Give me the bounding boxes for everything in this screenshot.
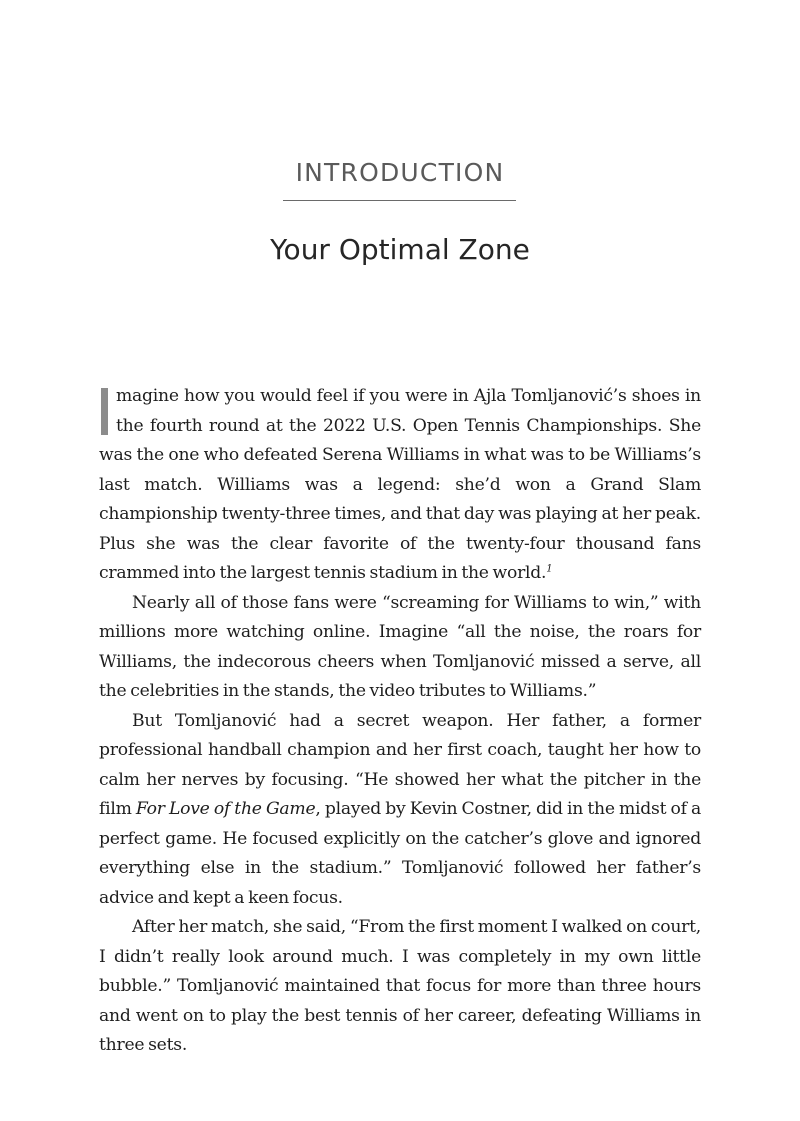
paragraph-4: After her match, she said, “From the first moment I walked on court, I didn’t really look around much. I was completely in my own little bubble.” Tomljanović maintained that focus for more than three hours and went on to play the best tennis of her career, defeating Williams in three sets. <box>99 917 701 1055</box>
paragraph-3-text-before: But Tomljanović had a secret weapon. Her father, a former professional handball champion and her first coach, taught her how to calm her nerves by focusing. “He showed her what the pitcher in the film <box>99 710 701 819</box>
footnote-marker[interactable]: 1 <box>546 563 553 575</box>
body-text <box>99 382 701 1061</box>
dropcap-bar <box>101 388 108 435</box>
paragraph-1 <box>99 382 701 589</box>
paragraph-1-text: magine how you would feel if you were in Ajla Tomljanović’s shoes in the fourth round at the 2022 U.S. Open Tennis Championships. She was the one who defeated Serena Williams in what was to be Williams’s last match. Williams was a legend: she’d won a Grand Slam championship twenty-three times, and that day was playing at her peak. Plus she was the clear favorite of the twenty-four thousand fans crammed into the largest tennis stadium in the world. <box>99 386 701 583</box>
film-title: For Love of the Game <box>135 799 316 819</box>
chapter-divider <box>283 200 516 201</box>
chapter-label: INTRODUCTION <box>295 158 505 187</box>
dropcap-letter <box>116 382 117 383</box>
paragraph-3 <box>99 707 701 914</box>
paragraph-3-text-after: , played by Kevin Costner, did in the midst of a perfect game. He focused explicitly on the catcher’s glove and ignored everything else in the stadium.” Tomljanović followed her father’s advice and kept a keen focus. <box>99 799 701 908</box>
chapter-title: Your Optimal Zone <box>270 233 530 266</box>
paragraph-2: Nearly all of those fans were “screaming for Williams to win,” with millions more watching online. Imagine “all the noise, the roars for Williams, the indecorous cheers when Tomljanović missed a serve, all the celebrities in the stands, the video tributes to Williams.” <box>99 592 701 701</box>
